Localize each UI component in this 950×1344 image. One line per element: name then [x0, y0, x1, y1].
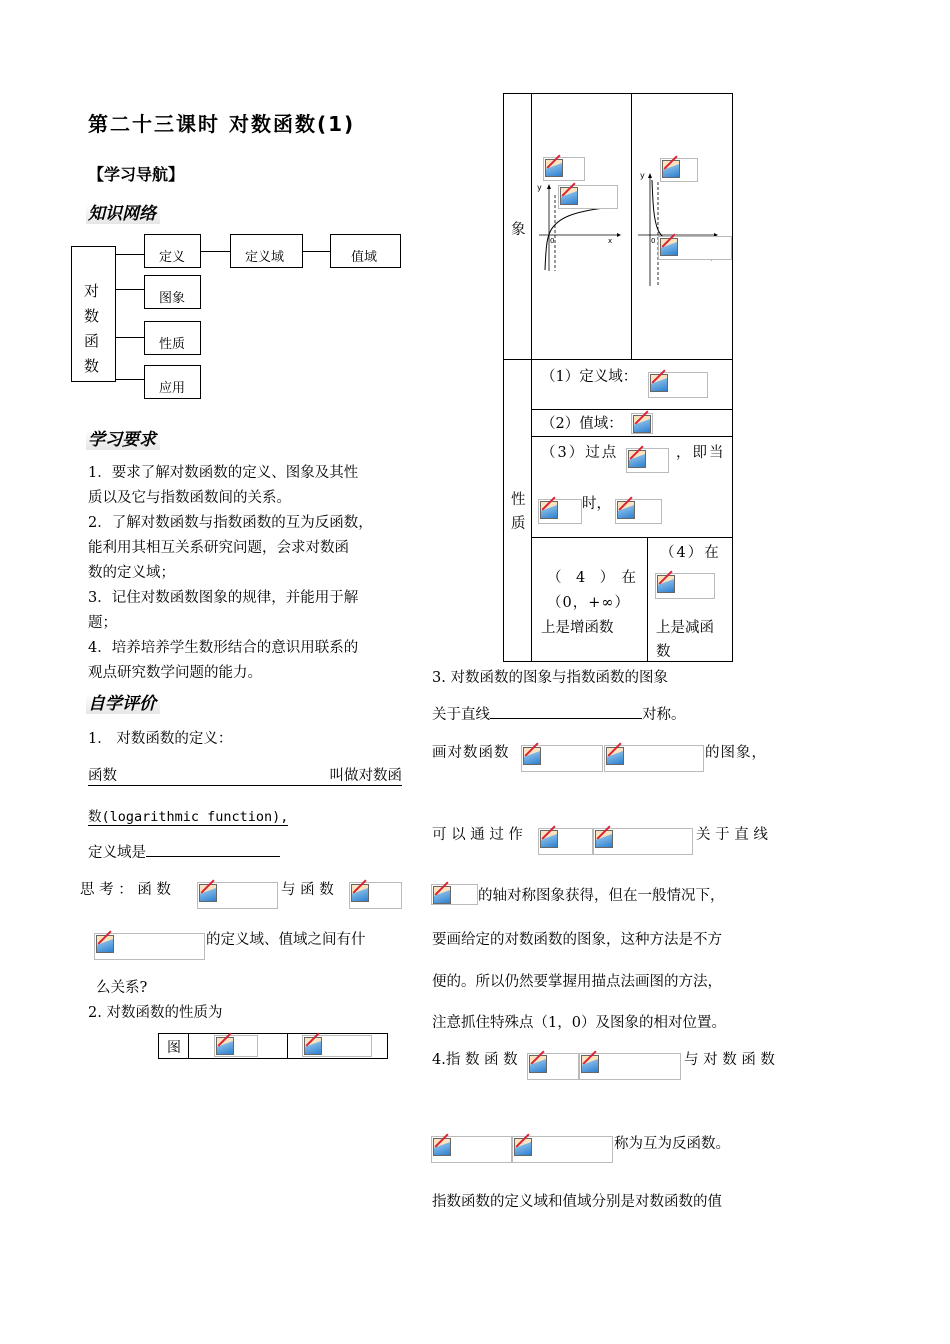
requirement-line: 4．培养培养学生数形结合的意识用联系的 [88, 640, 359, 656]
via-b: 关 于 直 线 [696, 827, 768, 843]
section-requirements: 学习要求 [86, 425, 160, 450]
s4-c: 称为互为反函数。 [614, 1136, 730, 1152]
s3-line-a: 3. 对数函数的图象与指数函数的图象 [432, 670, 668, 686]
requirement-line: 能利用其相互关系研究问题，会求对数函 [88, 540, 349, 556]
prop-point-b: ，即当 [676, 445, 726, 461]
diagram-node-property: 性质 [144, 321, 201, 355]
prop-range: （2）值域： [541, 416, 623, 432]
prop-dec-a: （4）在 [660, 545, 721, 561]
formula-image [660, 158, 698, 182]
requirement-line: 观点研究数学问题的能力。 [88, 665, 262, 681]
prop-domain: （1）定义域： [541, 369, 638, 385]
think-a: 思 考 ： 函 数 [80, 882, 171, 898]
diagram-node-definition: 定义 [144, 234, 201, 268]
y-label: y [537, 183, 542, 192]
formula-image [197, 882, 278, 909]
formula-image [538, 828, 593, 855]
formula-image [527, 1053, 579, 1080]
prop-dec-c: 数 [656, 644, 671, 660]
row-label-property: 性质 [511, 492, 526, 532]
via-a: 可 以 通 过 作 [432, 827, 523, 843]
formula-image [631, 413, 653, 434]
formula-image [655, 573, 715, 599]
nav-header: 【学习导航】 [88, 165, 185, 184]
requirement-line: 3．记住对数函数图象的规律，并能用于解 [88, 590, 359, 606]
formula-image [593, 828, 693, 855]
page-title: 第二十三课时 对数函数(1) [88, 112, 356, 136]
origin-label: 0 [550, 237, 555, 245]
requirement-line: 2．了解对数函数与指数函数的互为反函数， [88, 515, 373, 531]
formula-image [521, 745, 603, 772]
section-knowledge-network: 知识网络 [86, 199, 160, 224]
think-c: 的定义域、值域之间有什 [206, 932, 366, 948]
formula-image [512, 1136, 613, 1163]
requirements-list [88, 461, 418, 686]
draw-b: 的图象， [705, 745, 767, 761]
s3-line-b: 关于直线 对称。 [432, 703, 686, 724]
formula-image [302, 1035, 372, 1057]
graph-decreasing-log [634, 168, 732, 288]
formula-image [349, 882, 402, 909]
formula-image [648, 372, 708, 398]
prop-inc-c: 上是增函数 [541, 620, 614, 636]
formula-image [538, 499, 582, 524]
formula-image [615, 499, 662, 524]
requirement-line: 1．要求了解对数函数的定义、图象及其性 [88, 465, 359, 481]
think-d: 么关系? [96, 980, 148, 996]
y-arrow [547, 184, 551, 189]
sym-line: 的轴对称图象获得，但在一般情况下， [478, 888, 725, 904]
origin-label: 0 [651, 237, 656, 245]
diagram-node-domain: 定义域 [230, 234, 303, 268]
diagram-node-application: 应用 [144, 365, 201, 399]
prop-dec-b: 上是减函 [656, 620, 714, 636]
table-first-cell: 图 [167, 1040, 181, 1056]
formula-image [658, 236, 732, 260]
formula-image [94, 933, 205, 960]
text-line: 注意抓住特殊点（1，0）及图象的相对位置。 [432, 1015, 726, 1031]
x-label: x [608, 237, 613, 245]
last-line: 指数函数的定义域和值域分别是对数函数的值 [432, 1194, 722, 1210]
requirement-line: 题； [88, 615, 117, 631]
prop-point-a: （3）过点 [541, 445, 619, 461]
diagram-node-range: 值域 [330, 234, 401, 268]
prop-inc-a: （ 4 ） 在 [547, 570, 636, 586]
s4-b: 与 对 数 函 数 [684, 1052, 775, 1068]
formula-image [214, 1035, 258, 1057]
prop-inc-b: （0，+∞） [547, 595, 630, 611]
think-b: 与 函 数 [281, 882, 334, 898]
formula-image [579, 1053, 681, 1080]
y-label: y [640, 171, 645, 180]
domain-line: 定义域是 [88, 841, 280, 862]
formula-image [431, 1136, 512, 1163]
row-label-graph: 象 [511, 222, 526, 238]
func-en-line: 数(logarithmic function), [88, 805, 288, 826]
requirement-line: 数的定义域； [88, 565, 175, 581]
formula-image [558, 185, 618, 209]
q2-text: 2. 对数函数的性质为 [88, 1005, 223, 1021]
formula-image [604, 745, 704, 772]
diagram-node-graph: 图象 [144, 275, 201, 309]
formula-image [431, 884, 478, 905]
diagram-root-label: 对数函数 [84, 282, 100, 375]
formula-image [626, 448, 669, 473]
y-arrow [648, 173, 652, 178]
q1-text: 1． 对数函数的定义： [88, 731, 233, 747]
text-line: 便的。所以仍然要掌握用描点法画图的方法， [432, 974, 722, 990]
prop-point-c: 时， [582, 496, 611, 512]
func-line: 函数 叫做对数函 [88, 764, 402, 786]
x-arrow [617, 233, 621, 237]
text-line: 要画给定的对数函数的图象，这种方法是不方 [432, 932, 722, 948]
diagram-root-box [71, 246, 116, 382]
draw-a: 画对数函数 [432, 745, 510, 761]
requirement-line: 质以及它与指数函数间的关系。 [88, 490, 291, 506]
formula-image [543, 157, 585, 181]
section-self-eval: 自学评价 [86, 689, 160, 714]
s4-a: 4.指 数 函 数 [432, 1052, 518, 1068]
